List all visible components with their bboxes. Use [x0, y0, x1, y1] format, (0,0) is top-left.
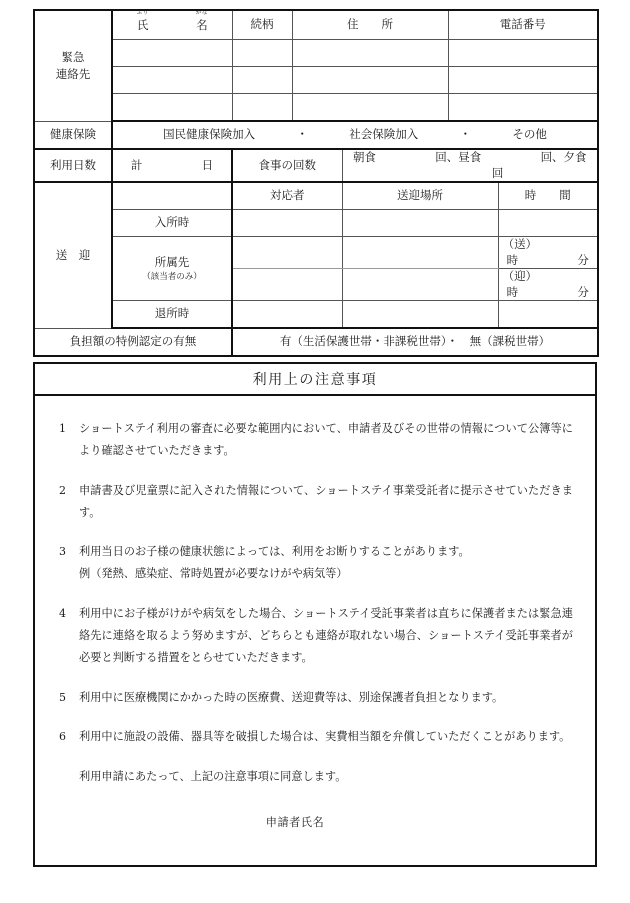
transport-row-checkout-label: 退所時	[112, 301, 232, 329]
notice-item-text: 利用当日のお子様の健康状態によっては、利用をお断りすることがあります。	[79, 545, 470, 559]
time-send-label: （送）	[502, 237, 538, 252]
emergency-entry-row	[34, 94, 598, 122]
header-phone: 電話番号	[448, 10, 598, 40]
notice-title: 利用上の注意事項	[35, 364, 595, 396]
name-ruby-1: ふり	[136, 10, 149, 17]
health-option-shakai[interactable]: 社会保険加入	[349, 127, 419, 142]
transport-checkin-person[interactable]	[232, 210, 342, 237]
emergency-phone-field-1[interactable]	[448, 40, 598, 67]
notice-item-text: 利用中にお子様がけがや病気をした場合、ショートステイ受託事業者は直ちに保護者または緊急連絡先に連絡を取るよう努めますが、どちらとも連絡が取れない場合、ショートステイ受託事業者が必要と判断する措置をとらせていただきます。	[79, 607, 573, 664]
special-fee-label: 負担額の特例認定の有無	[34, 328, 232, 356]
usage-days-total[interactable]	[112, 149, 232, 182]
emergency-phone-field-3[interactable]	[448, 94, 598, 122]
emergency-header-row	[34, 10, 598, 40]
notice-item-text: 利用中に医療機関にかかった時の医療費、送迎費等は、別途保護者負担となります。	[79, 690, 504, 704]
affiliation-label-main: 所属先	[154, 254, 190, 269]
notice-item-number: 4	[59, 607, 66, 621]
transport-checkout-person[interactable]	[232, 301, 342, 329]
affiliation-label-note: （該当者のみ）	[142, 271, 202, 282]
notice-item	[57, 480, 573, 524]
name-base-2: 名	[196, 18, 208, 33]
transport-checkout-row	[34, 301, 598, 329]
notice-item-number: 2	[59, 483, 66, 497]
notice-item-number: 1	[59, 422, 66, 435]
notice-item-text: ショートステイ利用の審査に必要な範囲内において、申請者及びその世帯の情報について公簿等により確認させていただきます。	[79, 422, 573, 457]
name-ruby-group-1	[136, 10, 149, 34]
time-pickup-hour: 時	[506, 284, 519, 299]
transport-affiliation-place-1[interactable]	[342, 237, 498, 269]
transport-affiliation-person-2[interactable]	[232, 269, 342, 301]
health-insurance-options[interactable]	[112, 121, 598, 149]
notice-item-number: 3	[59, 545, 66, 559]
application-form-table	[33, 9, 599, 357]
header-address: 住 所	[292, 10, 448, 40]
emergency-name-field-2[interactable]	[112, 67, 232, 94]
health-insurance-row	[34, 121, 598, 149]
notice-item	[57, 603, 573, 669]
health-separator-1: ・	[296, 127, 308, 142]
emergency-address-field-2[interactable]	[292, 67, 448, 94]
transport-corner-blank	[112, 182, 232, 210]
usage-days-label: 利用日数	[34, 149, 112, 182]
emergency-relation-field-2[interactable]	[232, 67, 292, 94]
special-fee-options[interactable]: 有（生活保護世帯・非課税世帯）・ 無（課税世帯）	[232, 328, 598, 356]
emergency-relation-field-1[interactable]	[232, 40, 292, 67]
applicant-signature-label: 申請者氏名	[265, 816, 325, 830]
usage-days-row	[34, 149, 598, 182]
notice-item	[57, 418, 573, 462]
time-pickup-min: 分	[577, 284, 589, 299]
consent-statement: 利用申請にあたって、上記の注意事項に同意します。	[79, 770, 347, 784]
transport-col-person: 対応者	[232, 182, 342, 210]
emergency-entry-row	[34, 67, 598, 94]
transport-header-row	[34, 182, 598, 210]
emergency-entry-row	[34, 40, 598, 67]
transport-checkin-place[interactable]	[342, 210, 498, 237]
name-base-1: 氏	[136, 18, 149, 33]
transport-label: 送 迎	[34, 182, 112, 328]
name-ruby-2: がな	[195, 10, 208, 17]
transport-time-pickup[interactable]	[498, 269, 598, 301]
transport-checkin-time[interactable]	[498, 210, 598, 237]
notice-body	[35, 396, 595, 830]
time-send-hour: 時	[506, 252, 519, 267]
transport-row-checkin-label: 入所時	[112, 210, 232, 237]
health-insurance-label: 健康保険	[34, 121, 112, 149]
transport-checkout-time[interactable]	[498, 301, 598, 329]
emergency-name-field-3[interactable]	[112, 94, 232, 122]
meals-count-fields[interactable]	[342, 149, 598, 182]
emergency-label-line2: 連絡先	[55, 66, 91, 81]
usage-total-prefix: 計	[130, 157, 143, 172]
time-pickup-label: （迎）	[502, 269, 538, 284]
special-fee-row	[34, 328, 598, 356]
notice-item	[57, 541, 573, 585]
transport-row-affiliation-label	[112, 237, 232, 301]
notice-item	[57, 726, 573, 748]
emergency-label-line1: 緊急	[61, 50, 85, 65]
time-send-min: 分	[577, 252, 589, 267]
usage-total-unit: 日	[201, 157, 214, 172]
health-separator-2: ・	[459, 127, 472, 142]
meals-count-label: 食事の回数	[232, 149, 342, 182]
transport-col-place: 送迎場所	[342, 182, 498, 210]
transport-affiliation-place-2[interactable]	[342, 269, 498, 301]
transport-time-send[interactable]	[498, 237, 598, 269]
emergency-relation-field-3[interactable]	[232, 94, 292, 122]
meal-unit-3: 回	[491, 165, 504, 180]
emergency-address-field-1[interactable]	[292, 40, 448, 67]
transport-checkin-row	[34, 210, 598, 237]
transport-affiliation-person-1[interactable]	[232, 237, 342, 269]
health-option-kokumin[interactable]: 国民健康保険加入	[163, 127, 256, 142]
health-option-other[interactable]: その他	[512, 127, 547, 142]
meal-unit-2: 回、夕食	[540, 150, 587, 164]
notice-item-number: 6	[59, 730, 66, 744]
meal-breakfast-label: 朝食	[352, 150, 376, 164]
emergency-name-field-1[interactable]	[112, 40, 232, 67]
emergency-contact-label	[34, 10, 112, 121]
notice-item-text: 申請書及び児童票に記入された情報について、ショートステイ事業受託者に提示させていただきます。	[79, 483, 573, 519]
header-relation: 続柄	[232, 10, 292, 40]
notice-item-subtext: 例（発熱、感染症、常時処置が必要なけがや病気等）	[79, 567, 348, 581]
name-ruby-group-2	[195, 10, 208, 34]
transport-checkout-place[interactable]	[342, 301, 498, 329]
notice-box	[33, 362, 597, 867]
header-name	[112, 10, 232, 40]
emergency-address-field-3[interactable]	[292, 94, 448, 122]
transport-affiliation-row-1	[34, 237, 598, 269]
emergency-phone-field-2[interactable]	[448, 67, 598, 94]
notice-item-text-wrap	[79, 541, 573, 585]
notice-item	[57, 687, 573, 709]
transport-col-time: 時 間	[498, 182, 598, 210]
notice-item-text: 利用中に施設の設備、器具等を破損した場合は、実費相当額を弁償していただくことがあります。	[79, 730, 571, 744]
meal-unit-1: 回、昼食	[435, 150, 482, 164]
notice-item-number: 5	[59, 690, 66, 704]
